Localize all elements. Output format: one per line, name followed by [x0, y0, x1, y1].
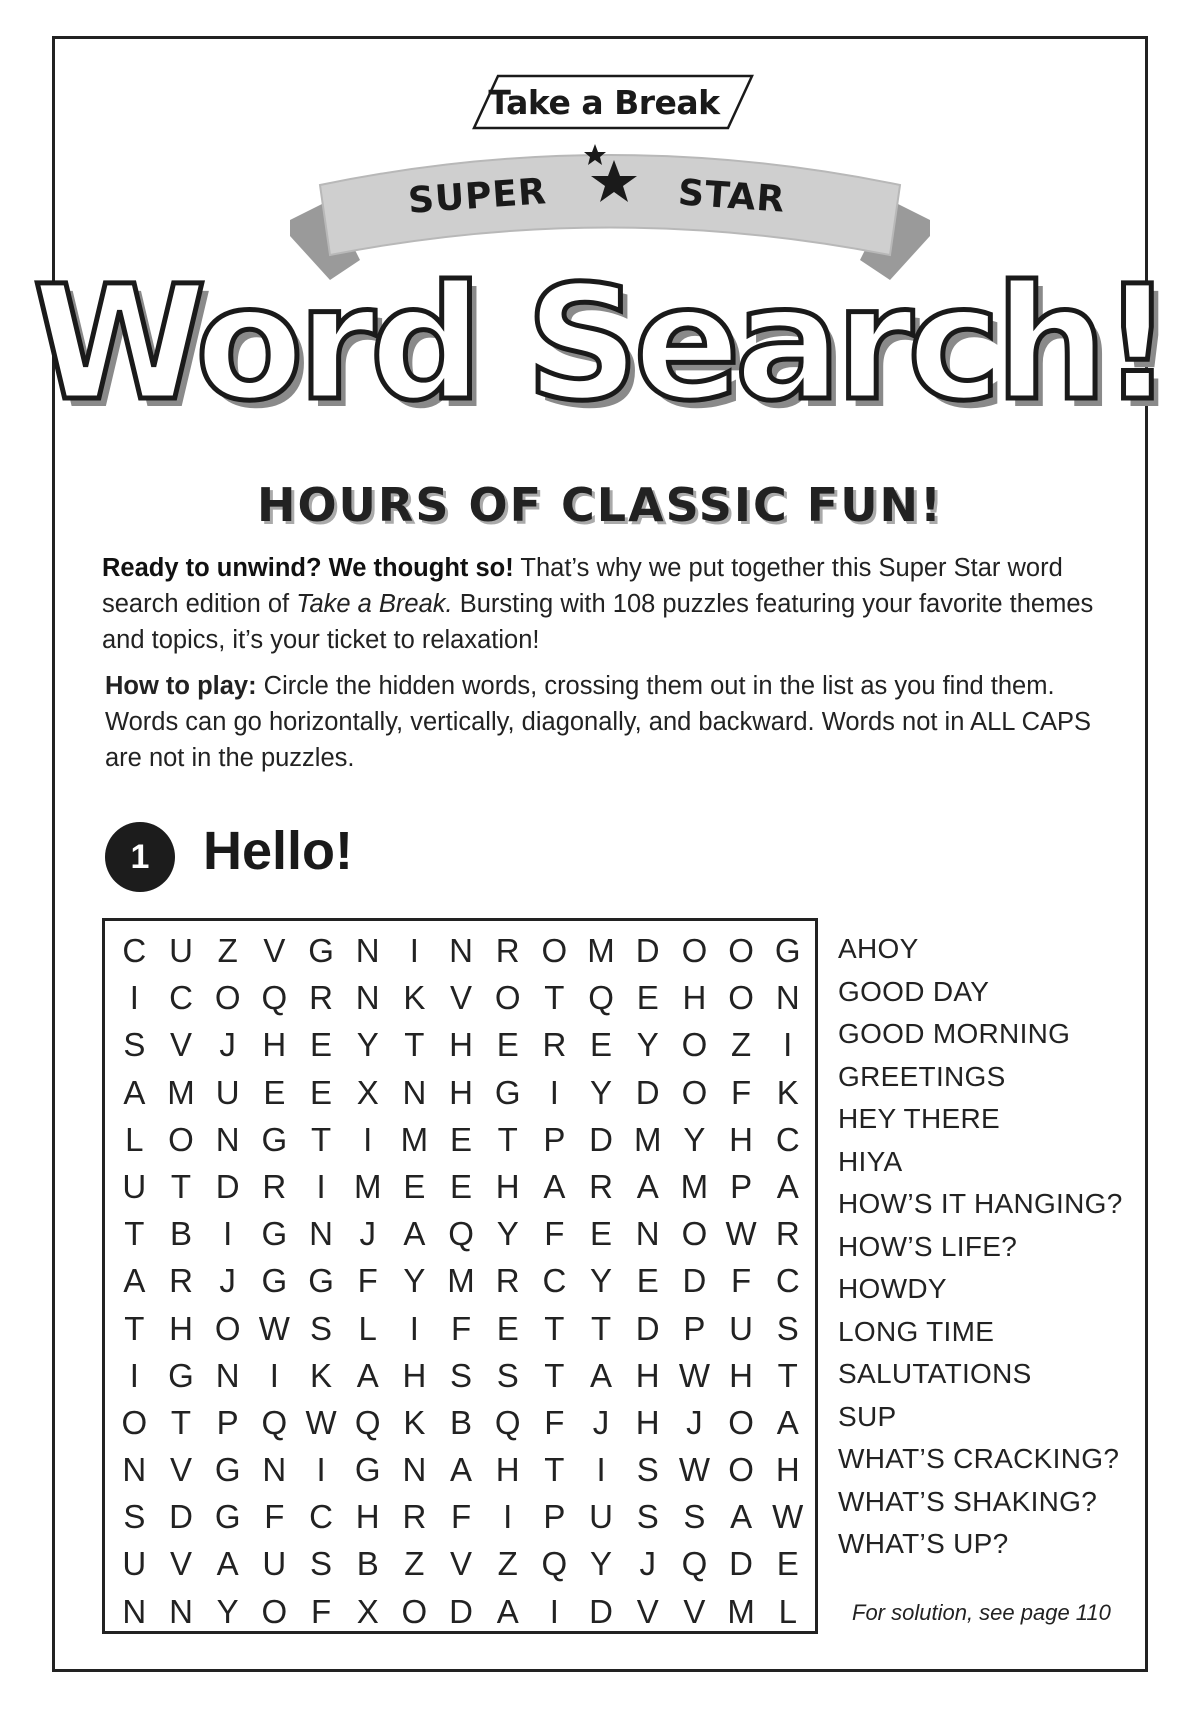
grid-cell[interactable]: D [635, 1073, 660, 1111]
word-list-item[interactable]: HEY THERE [838, 1103, 1000, 1134]
grid-cell[interactable]: H [449, 1073, 473, 1111]
grid-cell[interactable]: A [543, 1167, 566, 1205]
page-title: Word Search! [32, 252, 1168, 436]
grid-cell[interactable]: K [776, 1073, 799, 1111]
word-list-item[interactable]: HOWDY [838, 1273, 947, 1304]
grid-cell[interactable]: Z [497, 1545, 518, 1583]
grid-cell[interactable]: I [409, 932, 419, 969]
grid-cell[interactable]: K [310, 1356, 333, 1394]
grid-cell[interactable]: I [316, 1167, 326, 1205]
grid-cell[interactable]: U [262, 1545, 287, 1583]
grid-cell[interactable]: O [168, 1120, 194, 1158]
grid-cell[interactable]: V [170, 1545, 193, 1583]
word-list-item[interactable]: AHOY [838, 933, 919, 964]
grid-cell[interactable]: G [261, 1215, 288, 1253]
grid-cell[interactable]: T [544, 979, 565, 1017]
grid-cell[interactable]: E [496, 1026, 519, 1064]
grid-cell[interactable]: N [355, 979, 380, 1017]
grid-cell[interactable]: A [636, 1167, 659, 1205]
grid-cell[interactable]: U [169, 932, 193, 969]
grid-cell[interactable]: T [124, 1215, 145, 1253]
grid-cell[interactable]: Z [404, 1545, 425, 1583]
grid-cell[interactable]: N [309, 1215, 333, 1253]
grid-cell[interactable]: I [503, 1498, 513, 1536]
intro-magazine: Take a Break. [296, 590, 453, 618]
grid-cell[interactable]: G [354, 1451, 381, 1489]
grid-cell[interactable]: C [542, 1262, 567, 1300]
grid-cell[interactable]: H [682, 979, 707, 1017]
word-list-item[interactable]: GREETINGS [838, 1060, 1006, 1092]
grid-cell[interactable]: I [596, 1451, 606, 1489]
grid-cell[interactable]: H [262, 1026, 287, 1064]
grid-cell[interactable]: N [215, 1120, 240, 1158]
grid-cell[interactable]: D [682, 1262, 707, 1300]
grid-cell[interactable]: G [494, 1073, 521, 1111]
grid-cell[interactable]: V [263, 932, 286, 969]
grid-cell[interactable]: T [590, 1309, 612, 1347]
grid-row [111, 1163, 811, 1210]
grid-cell[interactable]: T [170, 1167, 192, 1205]
grid-cell[interactable]: K [403, 979, 426, 1017]
grid-cell[interactable]: R [589, 1167, 613, 1205]
grid-cell[interactable]: J [639, 1545, 656, 1583]
grid-cell[interactable]: R [262, 1167, 287, 1205]
page-subtitle: HOURS OF CLASSIC FUN! [256, 478, 944, 532]
grid-cell[interactable]: Q [494, 1403, 521, 1441]
grid-cell[interactable]: Q [541, 1545, 568, 1583]
grid-cell[interactable]: I [363, 1120, 373, 1158]
grid-cell[interactable]: H [402, 1356, 427, 1394]
grid-cell[interactable]: R [169, 1262, 193, 1300]
grid-cell[interactable]: N [215, 1356, 240, 1394]
grid-row [111, 1210, 811, 1257]
grid-cell[interactable]: Y [636, 1026, 659, 1064]
grid-cell[interactable]: N [122, 1451, 147, 1489]
grid-cell[interactable]: R [542, 1026, 567, 1064]
ribbon-super: SUPER [406, 171, 549, 222]
grid-cell[interactable]: Y [496, 1215, 519, 1253]
word-list-item[interactable]: GOOD DAY [838, 975, 990, 1007]
grid-cell[interactable]: W [678, 1451, 710, 1489]
grid-cell[interactable]: I [409, 1309, 419, 1347]
grid-cell[interactable]: N [262, 1451, 287, 1489]
grid-cell[interactable]: O [494, 979, 521, 1017]
grid-cell[interactable]: O [728, 979, 754, 1017]
grid-cell[interactable]: P [543, 1498, 566, 1536]
grid-row [111, 1399, 811, 1446]
grid-cell[interactable]: W [678, 1356, 710, 1394]
grid-cell[interactable]: H [635, 1403, 660, 1441]
grid-cell[interactable]: M [587, 932, 615, 969]
grid-cell[interactable]: D [635, 932, 660, 969]
grid-cell[interactable]: Z [217, 932, 238, 969]
intro-paragraph [102, 550, 1102, 658]
grid-cell[interactable]: A [403, 1215, 426, 1253]
grid-cell[interactable]: H [449, 1026, 473, 1064]
grid-cell[interactable]: Y [403, 1262, 426, 1300]
grid-cell[interactable]: A [776, 1403, 799, 1441]
grid-cell[interactable]: V [636, 1592, 659, 1630]
grid-cell[interactable]: E [636, 1262, 659, 1300]
puzzle-title: Hello! [203, 821, 354, 881]
grid-cell[interactable]: A [496, 1592, 519, 1630]
grid-cell[interactable]: N [169, 1592, 193, 1630]
grid-cell[interactable]: H [635, 1356, 660, 1394]
grid-cell[interactable]: A [776, 1167, 799, 1205]
grid-cell[interactable]: F [730, 1262, 752, 1300]
grid-cell[interactable]: A [730, 1498, 753, 1536]
grid-row [111, 1069, 811, 1116]
grid-row [111, 1588, 811, 1635]
grid-cell[interactable]: C [122, 932, 147, 969]
grid-cell[interactable]: X [356, 1592, 379, 1630]
grid-cell[interactable]: A [590, 1356, 613, 1394]
grid-cell[interactable]: C [775, 1262, 800, 1300]
grid-cell[interactable]: O [401, 1592, 428, 1630]
grid-row [111, 1493, 811, 1540]
grid-cell[interactable]: L [778, 1592, 797, 1630]
grid-cell[interactable]: O [728, 932, 754, 969]
grid-cell[interactable]: I [316, 1451, 326, 1489]
grid-cell[interactable]: Q [681, 1545, 708, 1583]
grid-cell[interactable]: A [123, 1262, 146, 1300]
grid-cell[interactable]: F [450, 1498, 472, 1536]
grid-cell[interactable]: J [219, 1026, 236, 1064]
grid-cell[interactable]: S [123, 1026, 146, 1064]
grid-cell[interactable]: F [357, 1262, 378, 1300]
grid-cell[interactable]: G [214, 1498, 241, 1536]
grid-cell[interactable]: I [549, 1592, 559, 1630]
grid-cell[interactable]: H [775, 1451, 800, 1489]
grid-cell[interactable]: R [495, 932, 520, 969]
grid-cell[interactable]: D [215, 1167, 240, 1205]
grid-cell[interactable]: L [358, 1309, 377, 1347]
grid-cell[interactable]: J [592, 1403, 610, 1441]
grid-cell[interactable]: F [310, 1592, 332, 1630]
grid-cell[interactable]: G [308, 932, 334, 969]
grid-cell[interactable]: T [544, 1309, 565, 1347]
puzzle-number-badge: 1 [105, 822, 175, 892]
word-list-item[interactable]: HIYA [838, 1145, 903, 1177]
grid-cell[interactable]: E [450, 1120, 473, 1158]
grid-cell[interactable]: R [309, 979, 333, 1017]
grid-cell[interactable]: F [450, 1309, 472, 1347]
grid-cell[interactable]: A [123, 1073, 146, 1111]
grid-cell[interactable]: X [356, 1073, 379, 1111]
grid-cell[interactable]: M [727, 1592, 755, 1630]
grid-cell[interactable]: Y [683, 1120, 706, 1158]
word-list-item[interactable]: WHAT’S UP? [838, 1528, 1009, 1559]
grid-cell[interactable]: S [310, 1309, 333, 1347]
grid-cell[interactable]: Q [261, 979, 288, 1017]
grid-cell[interactable]: D [169, 1498, 193, 1536]
grid-cell[interactable]: E [776, 1545, 799, 1583]
grid-cell[interactable]: V [450, 1545, 473, 1583]
grid-cell[interactable]: E [590, 1026, 613, 1064]
grid-cell[interactable]: G [261, 1262, 288, 1300]
grid-cell[interactable]: H [495, 1451, 520, 1489]
grid-cell[interactable]: R [775, 1215, 800, 1253]
grid-cell[interactable]: N [355, 932, 380, 969]
grid-cell[interactable]: O [121, 1403, 148, 1441]
word-list-item[interactable]: HOW’S LIFE? [838, 1230, 1018, 1262]
word-list-item[interactable]: SALUTATIONS [838, 1358, 1032, 1389]
grid-row [111, 927, 811, 974]
grid-cell[interactable]: R [495, 1262, 520, 1300]
grid-cell[interactable]: U [215, 1073, 240, 1111]
how-to-play-text: Circle the hidden words, crossing them out in the list as you find them. Words can go horizontally, vertically, diagonally, and backward. Words not in ALL CAPS are not in the puzzles. [105, 672, 1092, 772]
grid-cell[interactable]: O [214, 1309, 241, 1347]
grid-cell[interactable]: U [122, 1545, 147, 1583]
grid-cell[interactable]: F [730, 1073, 752, 1111]
letter-grid[interactable] [102, 918, 818, 1634]
grid-cell[interactable]: Y [216, 1592, 239, 1630]
intro-lead: Ready to unwind? We thought so! [102, 554, 514, 582]
grid-row [111, 974, 811, 1021]
grid-cell[interactable]: W [305, 1403, 337, 1441]
grid-cell[interactable]: N [402, 1451, 427, 1489]
grid-cell[interactable]: B [450, 1403, 473, 1441]
grid-cell[interactable]: E [263, 1073, 286, 1111]
grid-cell[interactable]: N [449, 932, 473, 969]
grid-cell[interactable]: S [310, 1545, 333, 1583]
grid-cell[interactable]: W [772, 1498, 804, 1536]
grid-row [111, 1116, 811, 1163]
grid-cell[interactable]: S [123, 1498, 146, 1536]
grid-row [111, 1305, 811, 1352]
intro-text-2: Bursting with 108 puzzles featuring your favorite themes and topics, it’s your ticket to relaxation! [102, 590, 1094, 654]
grid-cell[interactable]: O [541, 932, 568, 969]
grid-cell[interactable]: C [309, 1498, 333, 1536]
ribbon-star: STAR [676, 172, 787, 221]
grid-cell[interactable]: P [730, 1167, 753, 1205]
grid-cell[interactable]: P [683, 1309, 706, 1347]
grid-cell[interactable]: Z [730, 1026, 752, 1064]
grid-cell[interactable]: G [261, 1120, 288, 1158]
grid-cell[interactable]: A [450, 1451, 473, 1489]
grid-cell[interactable]: P [216, 1403, 239, 1441]
word-list-item[interactable]: WHAT’S SHAKING? [838, 1485, 1098, 1517]
grid-cell[interactable]: U [589, 1498, 613, 1536]
solution-note: For solution, see page 110 [852, 1600, 1111, 1625]
grid-cell[interactable]: Y [590, 1545, 613, 1583]
grid-cell[interactable]: T [544, 1356, 565, 1394]
grid-cell[interactable]: Q [588, 979, 614, 1017]
grid-cell[interactable]: P [543, 1120, 566, 1158]
grid-cell[interactable]: T [404, 1026, 425, 1064]
grid-cell[interactable]: S [636, 1451, 659, 1489]
grid-cell[interactable]: T [310, 1120, 332, 1158]
grid-cell[interactable]: A [216, 1545, 239, 1583]
grid-cell[interactable]: N [122, 1592, 147, 1630]
grid-cell[interactable]: I [129, 979, 139, 1017]
grid-cell[interactable]: Q [354, 1403, 381, 1441]
grid-cell[interactable]: E [310, 1073, 333, 1111]
grid-cell[interactable]: R [402, 1498, 427, 1536]
grid-cell[interactable]: O [728, 1451, 754, 1489]
brand-logo [454, 74, 754, 130]
grid-cell[interactable]: M [447, 1262, 475, 1300]
grid-cell[interactable]: F [264, 1498, 285, 1536]
grid-cell[interactable]: T [497, 1120, 518, 1158]
grid-cell[interactable]: M [680, 1167, 709, 1205]
grid-cell[interactable]: E [403, 1167, 426, 1205]
grid-cell[interactable]: A [356, 1356, 379, 1394]
grid-row [111, 1352, 811, 1399]
grid-cell[interactable]: J [686, 1403, 703, 1441]
how-to-play-paragraph [105, 668, 1125, 776]
grid-cell[interactable]: T [170, 1403, 192, 1441]
grid-cell[interactable]: G [168, 1356, 194, 1394]
grid-cell[interactable]: E [310, 1026, 333, 1064]
grid-cell[interactable]: D [635, 1309, 660, 1347]
grid-cell[interactable]: S [450, 1356, 473, 1394]
grid-cell[interactable]: W [725, 1215, 757, 1253]
grid-cell[interactable]: V [170, 1026, 193, 1064]
grid-cell[interactable]: O [681, 1026, 708, 1064]
grid-cell[interactable]: C [775, 1120, 800, 1158]
grid-row [111, 1257, 811, 1304]
grid-cell[interactable]: O [681, 1073, 708, 1111]
grid-cell[interactable]: W [258, 1309, 290, 1347]
grid-cell[interactable]: S [776, 1309, 799, 1347]
grid-cell[interactable]: G [308, 1262, 334, 1300]
grid-cell[interactable]: H [495, 1167, 520, 1205]
grid-cell[interactable]: L [125, 1120, 144, 1158]
grid-cell[interactable]: U [729, 1309, 753, 1347]
grid-cell[interactable]: O [681, 1215, 708, 1253]
word-list-item[interactable]: GOOD MORNING [838, 1018, 1071, 1049]
grid-cell[interactable]: D [589, 1120, 613, 1158]
grid-cell[interactable]: V [450, 979, 473, 1017]
grid-cell[interactable]: G [214, 1451, 241, 1489]
word-list-item[interactable]: LONG TIME [838, 1315, 995, 1347]
grid-cell[interactable]: I [129, 1356, 139, 1394]
grid-cell[interactable]: B [170, 1215, 193, 1253]
grid-cell[interactable]: H [729, 1120, 753, 1158]
grid-cell[interactable]: H [169, 1309, 193, 1347]
grid-cell[interactable]: I [223, 1215, 233, 1253]
grid-cell[interactable]: V [170, 1451, 193, 1489]
grid-row [111, 1446, 811, 1493]
word-list-item[interactable]: SUP [838, 1400, 897, 1432]
intro-text-1: That’s why we put together this Super Star word search edition of [102, 554, 1063, 618]
grid-cell[interactable]: I [549, 1073, 559, 1111]
word-list [838, 928, 1158, 1566]
grid-cell[interactable]: E [450, 1167, 473, 1205]
grid-cell[interactable]: M [400, 1120, 429, 1158]
grid-cell[interactable]: N [402, 1073, 427, 1111]
grid-cell[interactable]: M [353, 1167, 382, 1205]
grid-cell[interactable]: O [728, 1403, 754, 1441]
grid-cell[interactable]: J [219, 1262, 236, 1300]
grid-cell[interactable]: E [496, 1309, 519, 1347]
grid-cell[interactable]: M [633, 1120, 662, 1158]
grid-cell[interactable]: B [356, 1545, 379, 1583]
grid-cell[interactable]: T [777, 1356, 798, 1394]
grid-cell[interactable]: Y [590, 1262, 613, 1300]
grid-cell[interactable]: G [774, 932, 801, 969]
grid-cell[interactable]: S [496, 1356, 519, 1394]
grid-cell[interactable]: O [681, 932, 708, 969]
grid-cell[interactable]: C [169, 979, 193, 1017]
grid-cell[interactable]: V [683, 1592, 706, 1630]
grid-cell[interactable]: D [589, 1592, 613, 1630]
grid-cell[interactable]: D [449, 1592, 473, 1630]
grid-cell[interactable]: Y [356, 1026, 379, 1064]
grid-cell[interactable]: O [261, 1592, 288, 1630]
grid-cell[interactable]: Q [261, 1403, 288, 1441]
grid-cell[interactable]: O [214, 979, 241, 1017]
grid-cell[interactable]: M [167, 1073, 195, 1111]
grid-cell[interactable]: S [636, 1498, 659, 1536]
word-list-item[interactable]: HOW’S IT HANGING? [838, 1188, 1123, 1219]
grid-cell[interactable]: I [269, 1356, 279, 1394]
grid-cell[interactable]: T [124, 1309, 145, 1347]
grid-cell[interactable]: E [590, 1215, 613, 1253]
grid-row [111, 1021, 811, 1068]
grid-cell[interactable]: H [355, 1498, 380, 1536]
grid-cell[interactable]: N [635, 1215, 660, 1253]
grid-cell[interactable]: U [122, 1167, 147, 1205]
grid-cell[interactable]: F [544, 1403, 565, 1441]
grid-cell[interactable]: T [544, 1451, 565, 1489]
how-to-play-label: How to play: [105, 672, 257, 700]
grid-cell[interactable]: D [729, 1545, 753, 1583]
grid-cell[interactable]: J [359, 1215, 376, 1253]
grid-row [111, 1540, 811, 1587]
brand-label: Take a Break [488, 82, 720, 122]
grid-cell[interactable]: F [544, 1215, 565, 1253]
grid-cell[interactable]: K [403, 1403, 426, 1441]
grid-cell[interactable]: E [636, 979, 659, 1017]
grid-cell[interactable]: S [683, 1498, 706, 1536]
grid-cell[interactable]: Y [590, 1073, 613, 1111]
grid-cell[interactable]: Q [448, 1215, 474, 1253]
grid-cell[interactable]: N [775, 979, 800, 1017]
word-list-item[interactable]: WHAT’S CRACKING? [838, 1443, 1120, 1474]
grid-cell[interactable]: H [729, 1356, 753, 1394]
grid-cell[interactable]: I [783, 1026, 793, 1064]
